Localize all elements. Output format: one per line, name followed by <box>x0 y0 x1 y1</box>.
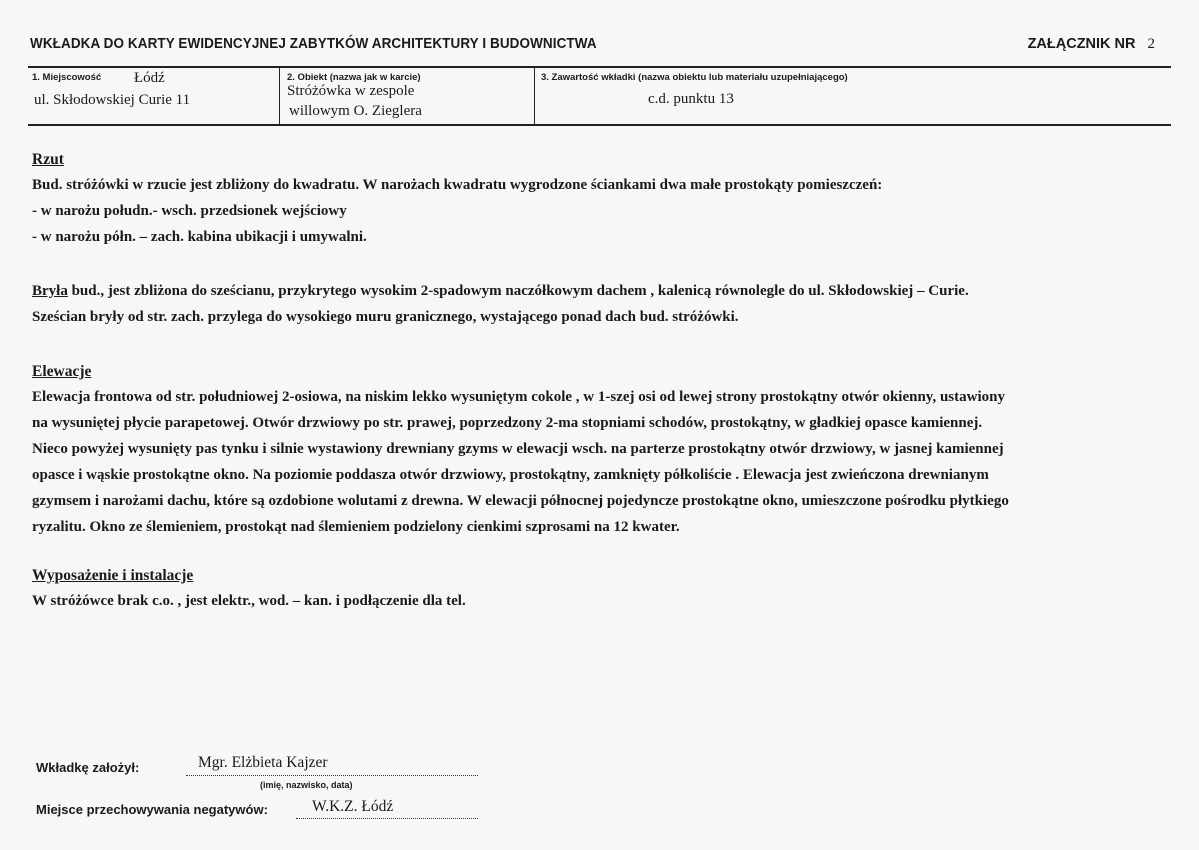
locality-city: Łódź <box>134 70 165 86</box>
author-sub-label: (imię, nazwisko, data) <box>260 780 353 790</box>
author-dotted-line <box>186 775 478 776</box>
bryla-line-1-text: bud., jest zbliżona do sześcianu, przykrytego wysokim 2-spadowym naczółkowym dachem , kalenicą równolegle do ul. Skłodowskiej – Curie. <box>67 283 969 299</box>
section-title-rzut: Rzut <box>32 151 64 168</box>
author-label: Wkładkę założył: <box>36 760 140 775</box>
rzut-line-2: - w narożu połudn.- wsch. przedsionek wejściowy <box>32 203 347 219</box>
bryla-line-2: Sześcian bryły od str. zach. przylega do wysokiego muru granicznego, wystającego ponad dach bud. stróżówki. <box>32 309 739 325</box>
annex-label <box>1028 36 1155 53</box>
storage-dotted-line <box>296 818 478 819</box>
header-bottom-rule <box>28 124 1171 126</box>
author-value: Mgr. Elżbieta Kajzer <box>198 754 328 771</box>
wyposazenie-line: W stróżówce brak c.o. , jest elektr., wod. – kan. i podłączenie dla tel. <box>32 593 466 609</box>
object-label: 2. Obiekt (nazwa jak w karcie) <box>287 72 421 83</box>
content-value: c.d. punktu 13 <box>648 91 734 107</box>
storage-value: W.K.Z. Łódź <box>312 798 394 815</box>
annex-number: 2 <box>1147 36 1155 52</box>
field-separator-1 <box>279 66 280 124</box>
locality-label: 1. Miejscowość <box>32 72 102 83</box>
object-line-2: willowym O. Zieglera <box>289 103 422 119</box>
elewacje-line-2: na wysuniętej płycie parapetowej. Otwór drzwiowy po str. prawej, poprzedzony 2-ma stopniami schodów, prostokątny, w gładkiej opasce kamiennej. <box>32 415 983 431</box>
locality-address: ul. Skłodowskiej Curie 11 <box>34 92 191 108</box>
object-line-1: Stróżówka w zespole <box>287 83 415 99</box>
elewacje-line-6: ryzalitu. Okno ze ślemieniem, prostokąt nad ślemieniem podzielony cienkimi szprosami na 12 kwater. <box>32 519 680 535</box>
storage-label: Miejsce przechowywania negatywów: <box>36 802 268 817</box>
header-top-rule <box>28 66 1171 68</box>
document-body <box>32 148 1172 614</box>
section-title-elewacje: Elewacje <box>32 363 92 380</box>
section-title-wyposazenie: Wyposażenie i instalacje <box>32 567 194 584</box>
bryla-line-1 <box>32 278 1172 304</box>
content-label: 3. Zawartość wkładki (nazwa obiektu lub materiału uzupełniającego) <box>541 72 848 83</box>
elewacje-line-1: Elewacja frontowa od str. południowej 2-osiowa, na niskim lekko wysuniętym cokole , w 1-szej osi od lewej strony prostokątny otwór okienny, ustawiony <box>32 389 1005 405</box>
section-title-bryla: Bryła <box>32 283 68 299</box>
annex-label-text: ZAŁĄCZNIK NR <box>1027 36 1136 52</box>
rzut-line-1: Bud. stróżówki w rzucie jest zbliżony do kwadratu. W narożach kwadratu wygrodzone ściankami dwa małe prostokąty pomieszczeń: <box>32 177 883 193</box>
field-separator-2 <box>534 66 535 124</box>
document-title: WKŁADKA DO KARTY EWIDENCYJNEJ ZABYTKÓW ARCHITEKTURY I BUDOWNICTWA <box>30 36 597 52</box>
elewacje-line-3: Nieco powyżej wysunięty pas tynku i silnie wystawiony drewniany gzyms w elewacji wsch. na parterze prostokątny otwór drzwiowy, w jasnej kamiennej <box>32 441 1004 457</box>
rzut-line-3: - w narożu półn. – zach. kabina ubikacji i umywalni. <box>32 229 367 245</box>
elewacje-line-4: opasce i wąskie prostokątne okno. Na poziomie poddasza otwór drzwiowy, prostokątny, zamknięty półkoliście . Elewacja jest zwieńczona drewnianym <box>32 467 989 483</box>
elewacje-line-5: gzymsem i narożami dachu, które są ozdobione wolutami z drewna. W elewacji północnej pojedyncze prostokątne okno, umieszczone pośrodku płytkiego <box>32 493 1009 509</box>
